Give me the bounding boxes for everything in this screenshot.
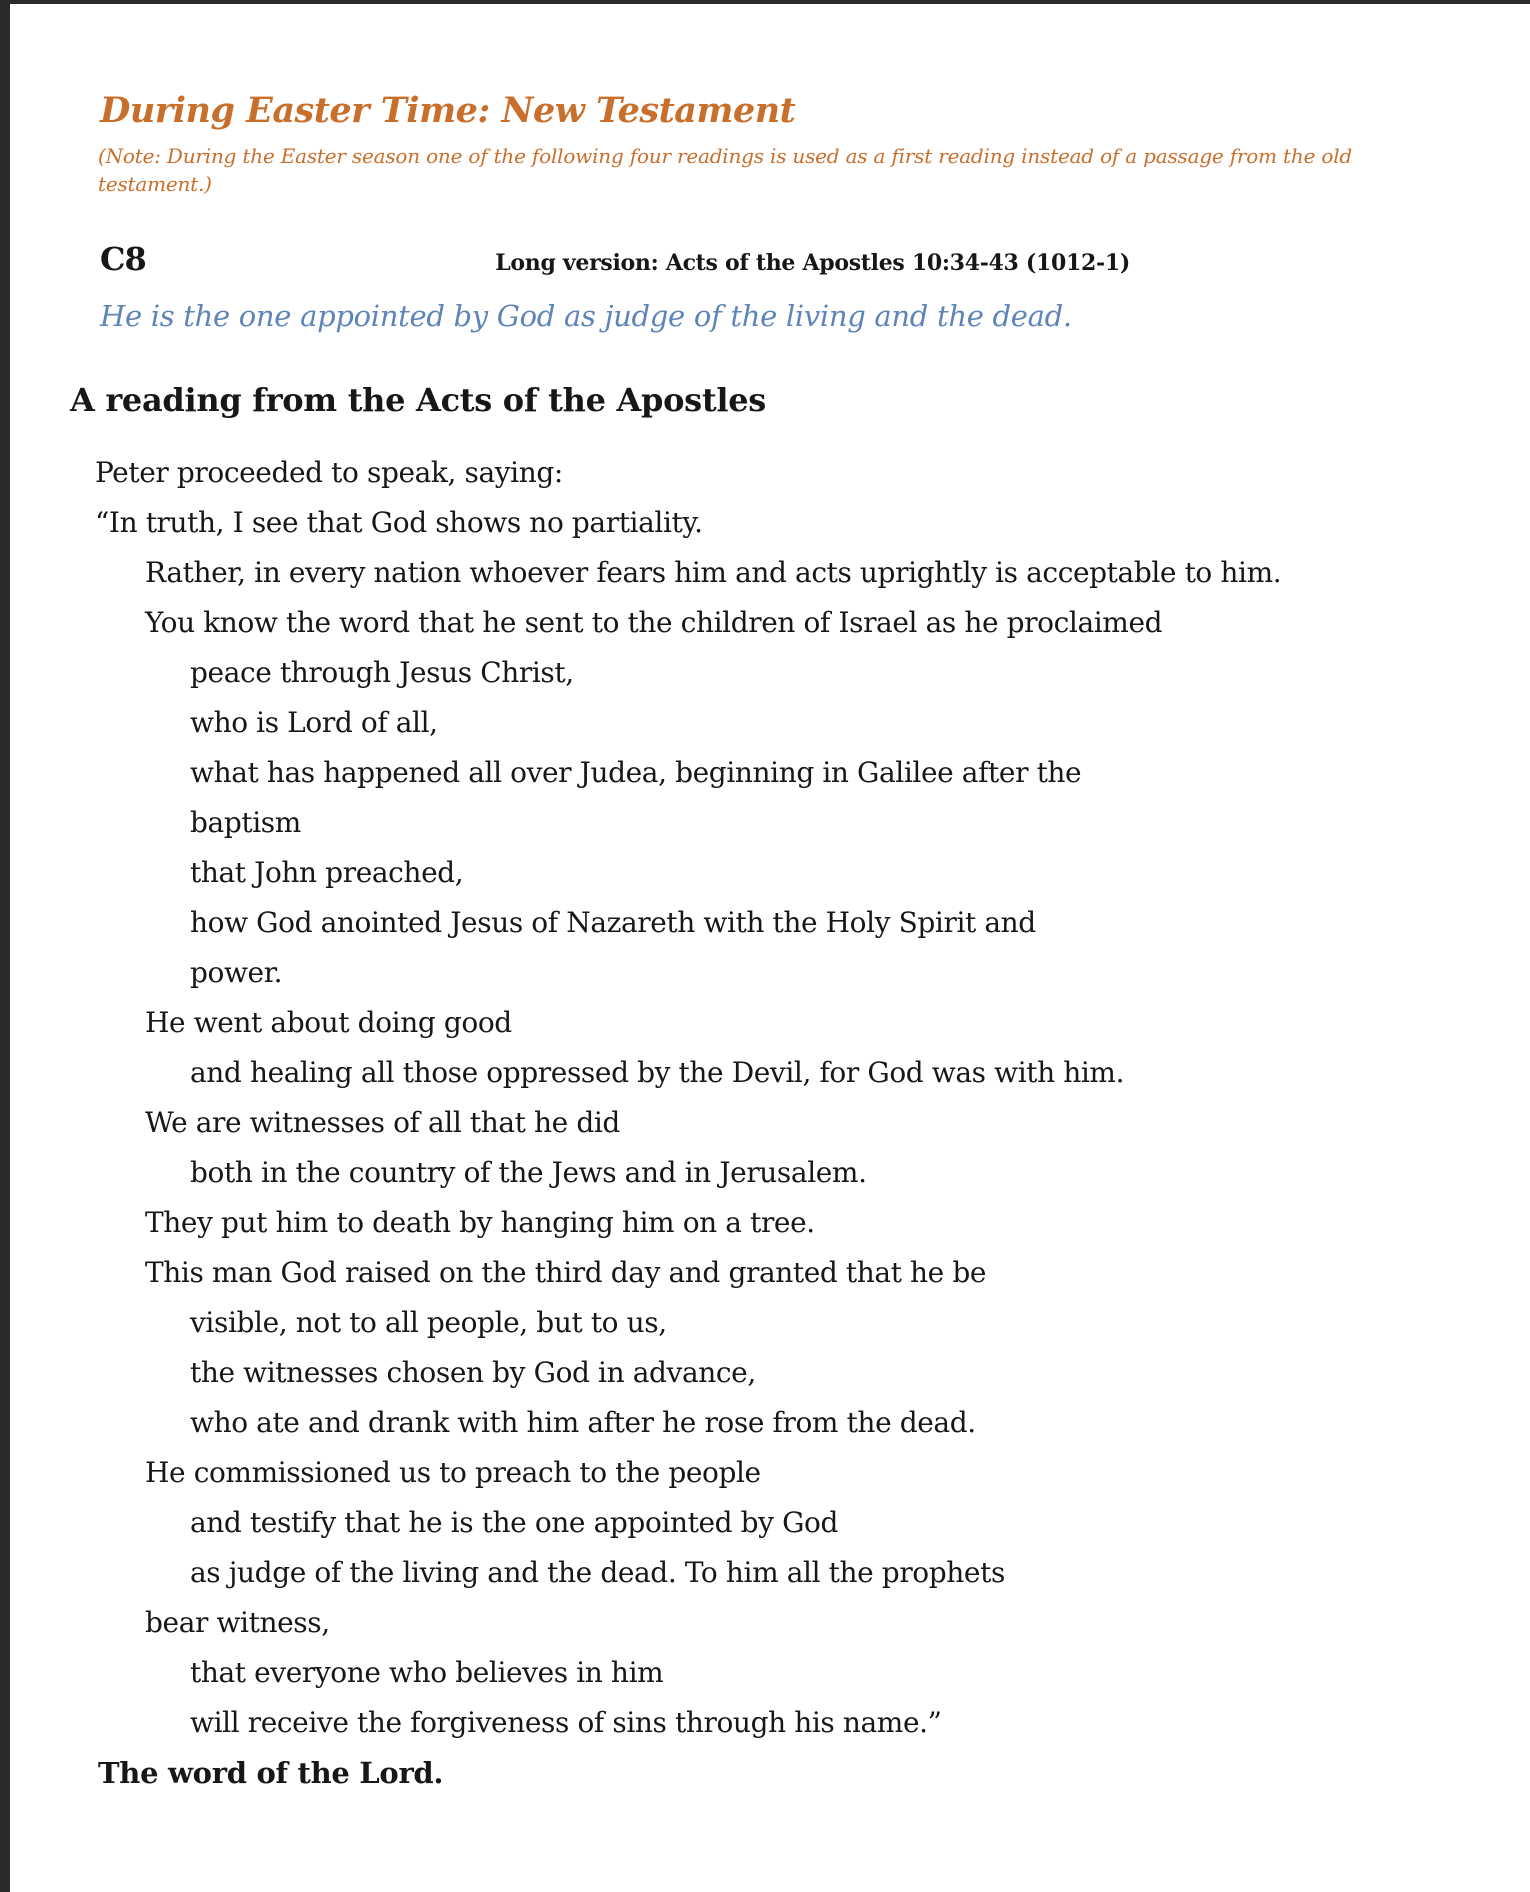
reading-line: who is Lord of all,: [190, 706, 438, 739]
reading-line: and testify that he is the one appointed by God: [190, 1506, 839, 1539]
window-left-edge: [0, 0, 10, 1892]
reading-line: visible, not to all people, but to us,: [190, 1306, 667, 1339]
section-note-line-2: testament.): [98, 172, 212, 196]
reading-title: A reading from the Acts of the Apostles: [70, 381, 766, 419]
reading-line: Peter proceeded to speak, saying:: [95, 456, 563, 489]
reading-line: power.: [190, 956, 283, 989]
reading-line: You know the word that he sent to the children of Israel as he proclaimed: [145, 606, 1163, 639]
reading-line: will receive the forgiveness of sins through his name.”: [190, 1706, 942, 1739]
reading-line: and healing all those oppressed by the Devil, for God was with him.: [190, 1056, 1125, 1089]
reading-line: what has happened all over Judea, beginning in Galilee after the: [190, 756, 1082, 789]
section-title: During Easter Time: New Testament: [100, 90, 796, 131]
reading-line: that John preached,: [190, 856, 464, 889]
section-note: [98, 142, 1352, 198]
reading-line: We are witnesses of all that he did: [145, 1106, 620, 1139]
antiphon-text: He is the one appointed by God as judge of the living and the dead.: [100, 299, 1072, 333]
reading-line: They put him to death by hanging him on a tree.: [145, 1206, 815, 1239]
reading-line: He went about doing good: [145, 1006, 512, 1039]
reading-code: C8: [100, 240, 146, 278]
version-reference: Long version: Acts of the Apostles 10:34-43 (1012-1): [495, 250, 1130, 276]
reading-line: both in the country of the Jews and in Jerusalem.: [190, 1156, 867, 1189]
reading-line: how God anointed Jesus of Nazareth with the Holy Spirit and: [190, 906, 1036, 939]
window-top-edge: [0, 0, 1530, 4]
reading-code-row: [100, 240, 1130, 278]
reading-line: He commissioned us to preach to the people: [145, 1456, 761, 1489]
reading-line: Rather, in every nation whoever fears him and acts uprightly is acceptable to him.: [145, 556, 1282, 589]
reading-line: that everyone who believes in him: [190, 1656, 664, 1689]
reading-line: baptism: [190, 806, 301, 839]
reading-line: bear witness,: [145, 1606, 330, 1639]
reading-line: who ate and drank with him after he rose from the dead.: [190, 1406, 976, 1439]
reading-body: [95, 448, 1281, 1748]
closing-line: The word of the Lord.: [98, 1756, 444, 1790]
reading-line: peace through Jesus Christ,: [190, 656, 574, 689]
reading-line: as judge of the living and the dead. To him all the prophets: [190, 1556, 1005, 1589]
reading-line: This man God raised on the third day and granted that he be: [145, 1256, 987, 1289]
reading-line: the witnesses chosen by God in advance,: [190, 1356, 756, 1389]
section-note-line-1: (Note: During the Easter season one of the following four readings is used as a first reading instead of a passage from the old: [98, 144, 1353, 168]
reading-line: “In truth, I see that God shows no partiality.: [95, 506, 703, 539]
